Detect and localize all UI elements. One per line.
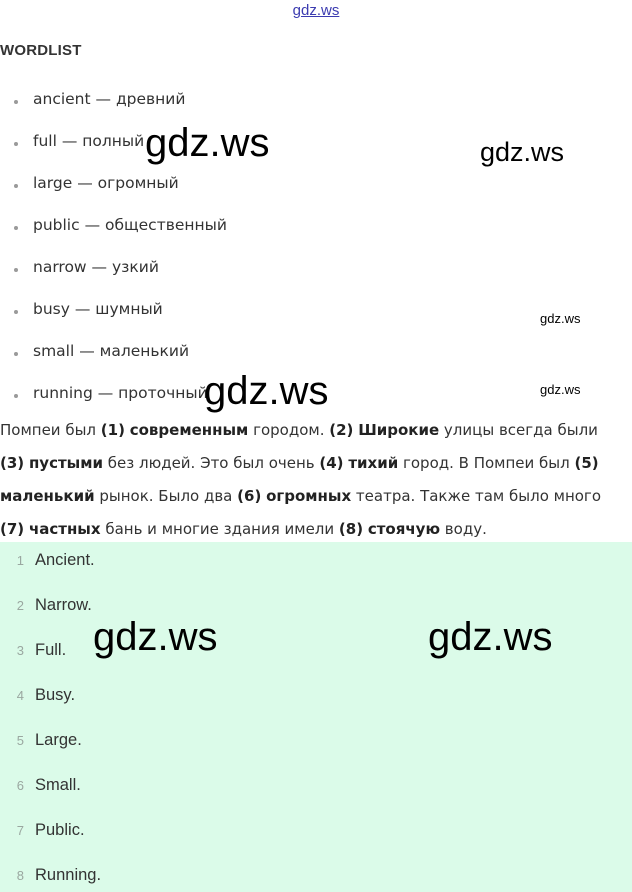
answer-number: 5 — [16, 732, 24, 748]
watermark: gdz.ws — [93, 615, 218, 659]
answer-text: Public. — [35, 820, 85, 839]
gap-number: (4) — [319, 454, 344, 472]
gap-number: (2) — [329, 421, 354, 439]
answer-number: 2 — [16, 597, 24, 613]
wordlist-item-text: full — полный — [33, 132, 145, 150]
watermark: gdz.ws — [204, 369, 329, 413]
wordlist-item-text: busy — шумный — [33, 300, 163, 318]
gap-number: (7) — [0, 520, 25, 538]
gap-word: частных — [28, 520, 101, 538]
gap-word: пустыми — [28, 454, 103, 472]
watermark: gdz.ws — [480, 137, 565, 167]
answer-row — [0, 545, 632, 575]
answer-text: Narrow. — [35, 595, 92, 614]
bullet-icon — [14, 268, 18, 272]
watermark: gdz.ws — [540, 311, 581, 326]
answer-text: Running. — [35, 865, 102, 884]
bullet-icon — [14, 226, 18, 230]
paragraph-text: улицы всегда были — [439, 421, 598, 439]
answer-text: Full. — [35, 640, 67, 659]
answer-row — [0, 725, 632, 755]
gap-number: (5) — [574, 454, 599, 472]
gap-word: стоячую — [367, 520, 441, 538]
answer-text: Small. — [35, 775, 81, 794]
answer-row — [0, 860, 632, 890]
wordlist-item — [14, 216, 227, 258]
watermark: gdz.ws — [145, 121, 270, 165]
paragraph-text: без людей. Это был очень — [103, 454, 320, 472]
wordlist-item — [14, 258, 227, 300]
answer-number: 3 — [16, 642, 24, 658]
wordlist-item — [14, 342, 227, 384]
gap-word: Широкие — [358, 421, 440, 439]
bullet-icon — [14, 310, 18, 314]
wordlist-item-text: small — маленький — [33, 342, 190, 360]
answer-number: 1 — [16, 552, 24, 568]
paragraph-text: театра. Также там было много — [351, 487, 601, 505]
wordlist-item — [14, 300, 227, 342]
gap-word: маленький — [0, 487, 95, 505]
answer-number: 4 — [16, 687, 24, 703]
answer-number: 6 — [16, 777, 24, 793]
paragraph-text: рынок. Было два — [94, 487, 238, 505]
bullet-icon — [14, 100, 18, 104]
answer-row — [0, 770, 632, 800]
bullet-icon — [14, 352, 18, 356]
answer-number: 8 — [16, 867, 24, 883]
paragraph-text: город. В Помпеи был — [398, 454, 575, 472]
wordlist-item-text: narrow — узкий — [33, 258, 159, 276]
gap-number: (8) — [338, 520, 364, 538]
gap-word: современным — [129, 421, 249, 439]
wordlist-item — [14, 174, 227, 216]
wordlist-item-text: ancient — древний — [33, 90, 186, 108]
watermark: gdz.ws — [540, 382, 581, 397]
answer-text: Ancient. — [35, 550, 95, 569]
paragraph-text: Помпеи был — [0, 421, 101, 439]
answer-text: Busy. — [35, 685, 76, 704]
gap-word: тихий — [348, 454, 399, 472]
answers-panel — [0, 542, 632, 892]
bullet-icon — [14, 394, 18, 398]
bullet-icon — [14, 184, 18, 188]
wordlist-item-text: large — огромный — [33, 174, 179, 192]
gap-number: (6) — [237, 487, 262, 505]
gap-number: (1) — [100, 421, 125, 439]
paragraph-text: воду. — [440, 520, 487, 538]
wordlist-item-text: public — общественный — [33, 216, 227, 234]
top-watermark-link[interactable]: gdz.ws — [292, 2, 340, 19]
wordlist-item-text: running — проточный — [33, 384, 208, 402]
bullet-icon — [14, 142, 18, 146]
wordlist-heading: WORDLIST — [0, 42, 82, 59]
paragraph-text: бань и многие здания имели — [100, 520, 339, 538]
paragraph-text: городом. — [248, 421, 330, 439]
answer-row — [0, 815, 632, 845]
gap-word: огромных — [266, 487, 352, 505]
answer-text: Large. — [35, 730, 82, 749]
watermark: gdz.ws — [428, 615, 553, 659]
answer-row — [0, 680, 632, 710]
answer-number: 7 — [16, 822, 24, 838]
translation-paragraph — [0, 414, 620, 546]
gap-number: (3) — [0, 454, 25, 472]
